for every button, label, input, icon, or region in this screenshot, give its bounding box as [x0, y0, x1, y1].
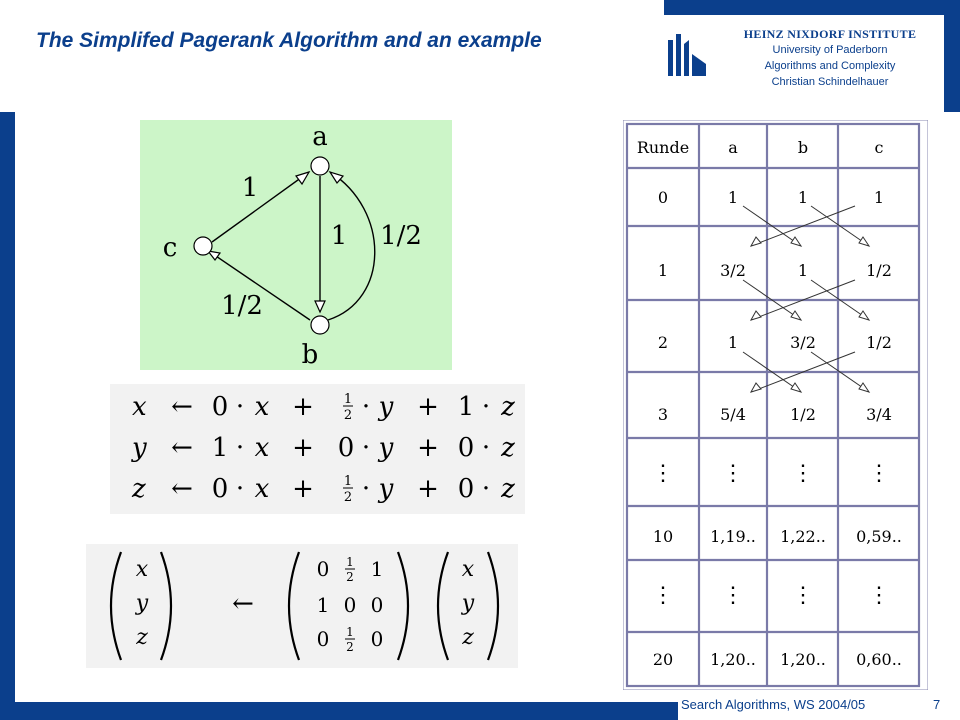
- eq-arrow: ←: [171, 474, 193, 504]
- matrix-cell: 0: [370, 593, 384, 617]
- svg-text:·: ·: [361, 474, 371, 504]
- edge-c-a-label: 1: [241, 173, 259, 203]
- table-cell: 1,20..: [780, 650, 826, 669]
- table-cell: 1/2: [866, 333, 892, 352]
- eq-lhs: y: [132, 433, 147, 463]
- frame-bar-top: [664, 0, 960, 15]
- header-cell: b: [797, 138, 809, 157]
- table-cell: 20: [652, 650, 674, 669]
- matrix-background: [86, 544, 518, 668]
- institute-author: Christian Schindelhauer: [771, 76, 889, 88]
- svg-text:·: ·: [361, 392, 371, 422]
- table-cell: 3/2: [790, 333, 816, 352]
- eq-var: x: [254, 392, 270, 422]
- svg-text:1: 1: [346, 625, 354, 639]
- eq-var: x: [254, 474, 270, 504]
- node-a-label: a: [312, 122, 328, 152]
- header-cell: Runde: [636, 138, 690, 157]
- update-equations: [110, 384, 525, 514]
- eq-var: z: [501, 474, 515, 504]
- table-cell: 1,19..: [710, 527, 756, 546]
- eq-var: y: [378, 392, 394, 422]
- eq-var: z: [501, 433, 515, 463]
- svg-text:·: ·: [235, 474, 245, 504]
- eq-arrow: ←: [171, 433, 193, 463]
- edge-a-b-label: 1: [330, 221, 348, 251]
- eq-frac-num: 1: [343, 392, 353, 407]
- node-a: [311, 157, 329, 175]
- matrix-cell: 0: [316, 557, 330, 581]
- table-cell: ⋮: [722, 583, 744, 608]
- svg-text:·: ·: [481, 392, 491, 422]
- table-cell: 1: [797, 261, 809, 280]
- table-cell: 1: [657, 261, 669, 280]
- institute-university: University of Paderborn: [772, 44, 888, 56]
- table-cell: 3/2: [720, 261, 746, 280]
- svg-text:2: 2: [346, 640, 354, 654]
- svg-text:1: 1: [346, 555, 354, 569]
- table-cell: ⋮: [792, 583, 814, 608]
- institute-group: Algorithms and Complexity: [764, 60, 896, 72]
- table-cell: 1/2: [790, 405, 816, 424]
- lhs-vector-entry: z: [136, 625, 148, 650]
- matrix-cell: 1: [370, 557, 384, 581]
- table-cell: 0,59..: [856, 527, 902, 546]
- svg-text:+: +: [292, 474, 314, 504]
- eq-lhs: z: [132, 474, 146, 504]
- svg-text:·: ·: [361, 433, 371, 463]
- eq-coef: 0: [457, 474, 475, 504]
- svg-text:+: +: [292, 392, 314, 422]
- table-cell: 1,22..: [780, 527, 826, 546]
- table-cell: 0,60..: [856, 650, 902, 669]
- eq-coef: 0: [211, 392, 229, 422]
- eq-coef: 0: [211, 474, 229, 504]
- svg-text:+: +: [417, 474, 439, 504]
- table-cell: 2: [657, 333, 669, 352]
- edge-b-c-label: 1/2: [221, 291, 263, 321]
- header-cell: c: [874, 138, 884, 157]
- table-cell: ⋮: [868, 461, 890, 486]
- table-cell: 1: [873, 188, 885, 207]
- eq-coef: 1: [457, 392, 475, 422]
- iteration-table: [623, 120, 928, 690]
- svg-text:·: ·: [235, 433, 245, 463]
- graph-figure: [140, 120, 452, 370]
- page-number: 7: [933, 697, 941, 712]
- edge-b-a-label: 1/2: [380, 221, 422, 251]
- header-cell: a: [728, 138, 738, 157]
- lhs-vector-entry: y: [135, 591, 149, 616]
- svg-text:1: 1: [343, 474, 353, 489]
- table-cell: ⋮: [652, 583, 674, 608]
- eq-var: x: [254, 433, 270, 463]
- svg-text:2: 2: [346, 570, 354, 584]
- svg-text:+: +: [292, 433, 314, 463]
- eq-lhs: x: [132, 392, 147, 422]
- node-b: [311, 316, 329, 334]
- table-cell: 1: [727, 188, 739, 207]
- node-c: [194, 237, 212, 255]
- table-cell: 1: [727, 333, 739, 352]
- node-c-label: c: [162, 233, 178, 263]
- svg-text:+: +: [417, 392, 439, 422]
- table-cell: 1: [797, 188, 809, 207]
- table-cell: 1/2: [866, 261, 892, 280]
- node-b-label: b: [301, 340, 319, 370]
- matrix-cell: 1: [316, 593, 330, 617]
- footer-text: Search Algorithms, WS 2004/05: [681, 697, 866, 712]
- institute-logo-icon: [666, 30, 708, 80]
- eq-coef: 0: [337, 433, 355, 463]
- svg-text:·: ·: [481, 474, 491, 504]
- matrix-cell: 0: [316, 627, 330, 651]
- institute-block: [714, 26, 946, 90]
- svg-text:·: ·: [481, 433, 491, 463]
- table-cell: 1,20..: [710, 650, 756, 669]
- institute-name: HEINZ NIXDORF INSTITUTE: [743, 27, 917, 41]
- svg-text:·: ·: [235, 392, 245, 422]
- slide-title: The Simplifed Pagerank Algorithm and an example: [36, 29, 542, 52]
- matrix-equation: [86, 544, 518, 668]
- table-cell: 3: [657, 405, 669, 424]
- eq-coef: 0: [457, 433, 475, 463]
- table-cell: 3/4: [866, 405, 892, 424]
- matrix-cell: 0: [370, 627, 384, 651]
- rhs-vector-entry: z: [462, 625, 474, 650]
- table-cell: ⋮: [792, 461, 814, 486]
- table-cell: ⋮: [722, 461, 744, 486]
- eq-var: z: [501, 392, 515, 422]
- frame-bar-bottom: [0, 702, 678, 720]
- eq-var: y: [378, 474, 394, 504]
- rhs-vector-entry: x: [461, 557, 475, 582]
- frame-bar-right: [944, 0, 960, 112]
- lhs-vector-entry: x: [135, 557, 149, 582]
- table-cell: 0: [657, 188, 669, 207]
- matrix-arrow: ←: [232, 589, 254, 619]
- table-cell: ⋮: [868, 583, 890, 608]
- eq-coef: 1: [211, 433, 229, 463]
- eq-frac-den: 2: [343, 408, 353, 423]
- eq-arrow: ←: [171, 392, 193, 422]
- matrix-cell: 0: [343, 593, 357, 617]
- svg-text:+: +: [417, 433, 439, 463]
- rhs-vector-entry: y: [461, 591, 475, 616]
- svg-text:2: 2: [343, 490, 353, 505]
- table-cell: 10: [652, 527, 674, 546]
- eq-var: y: [378, 433, 394, 463]
- table-cell: 5/4: [720, 405, 746, 424]
- frame-bar-left: [0, 112, 15, 702]
- table-cell: ⋮: [652, 461, 674, 486]
